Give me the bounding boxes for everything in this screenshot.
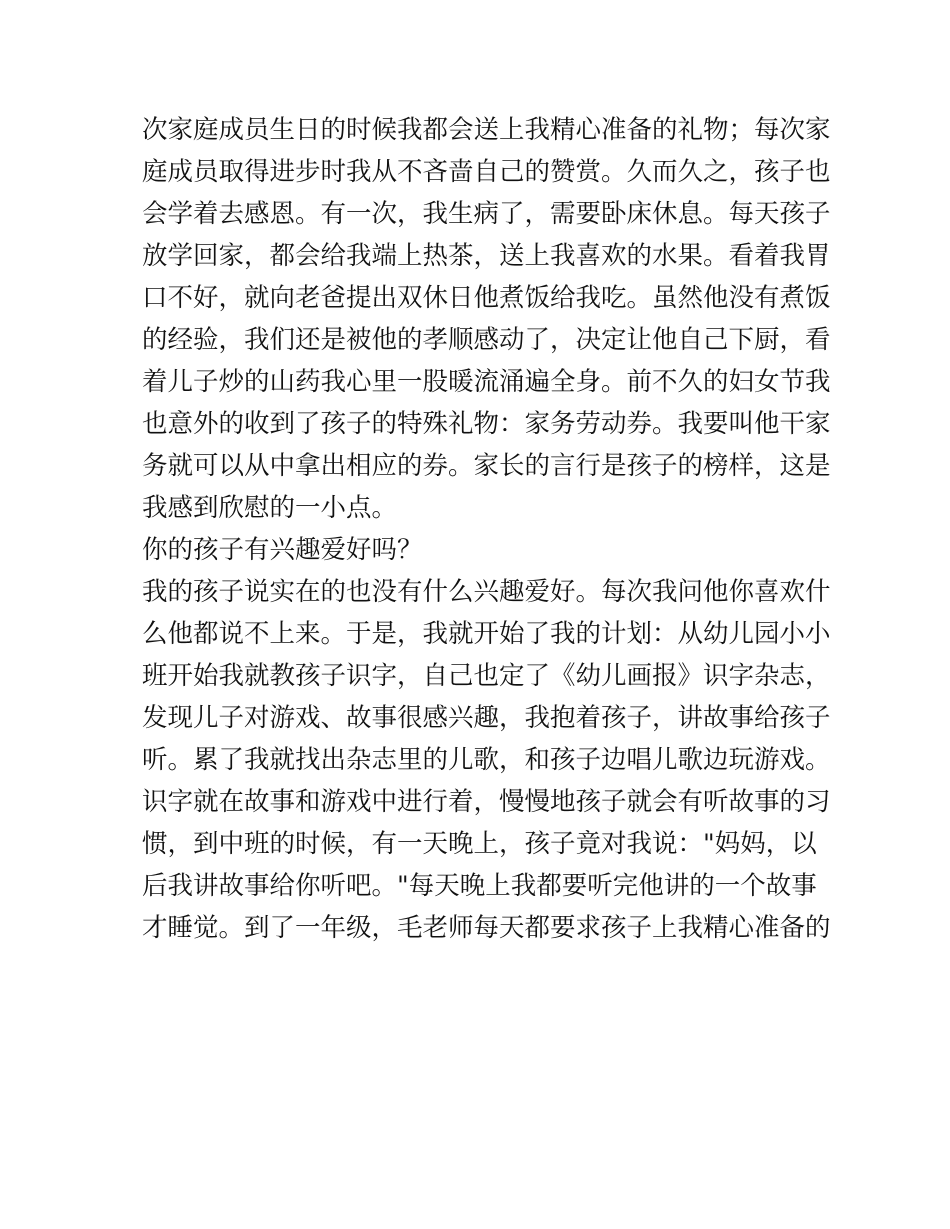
text-line-4: 放学回家，都会给我端上热茶，送上我喜欢的水果。看着我胃 xyxy=(142,241,831,271)
text-line-2: 庭成员取得进步时我从不吝啬自己的赞赏。久而久之，孩子也 xyxy=(142,157,831,187)
text-line-16: 听。累了我就找出杂志里的儿歌，和孩子边唱儿歌边玩游戏。 xyxy=(142,745,831,775)
question-heading: 你的孩子有兴趣爱好吗？ xyxy=(142,535,423,565)
text-line-5: 口不好，就向老爸提出双休日他煮饭给我吃。虽然他没有煮饭 xyxy=(142,283,831,313)
text-line-1: 次家庭成员生日的时候我都会送上我精心准备的礼物；每次家 xyxy=(142,115,831,145)
text-line-13: 么他都说不上来。于是，我就开始了我的计划：从幼儿园小小 xyxy=(142,619,831,649)
text-line-18: 惯，到中班的时候，有一天晚上，孩子竟对我说："妈妈，以 xyxy=(142,829,817,859)
text-line-8: 也意外的收到了孩子的特殊礼物：家务劳动券。我要叫他干家 xyxy=(142,409,831,439)
text-line-19: 后我讲故事给你听吧。"每天晚上我都要听完他讲的一个故事 xyxy=(142,871,817,901)
text-line-10: 我感到欣慰的一小点。 xyxy=(142,493,398,523)
text-line-20: 才睡觉。到了一年级，毛老师每天都要求孩子上我精心准备的 xyxy=(142,913,831,943)
text-line-6: 的经验，我们还是被他的孝顺感动了，决定让他自己下厨，看 xyxy=(142,325,831,355)
body-text xyxy=(142,109,831,949)
text-line-14: 班开始我就教孩子识字，自己也定了《幼儿画报》识字杂志， xyxy=(142,661,831,691)
text-line-15: 发现儿子对游戏、故事很感兴趣，我抱着孩子，讲故事给孩子 xyxy=(142,703,831,733)
text-line-3: 会学着去感恩。有一次，我生病了，需要卧床休息。每天孩子 xyxy=(142,199,831,229)
text-line-12: 我的孩子说实在的也没有什么兴趣爱好。每次我问他你喜欢什 xyxy=(142,577,831,607)
text-line-7: 着儿子炒的山药我心里一股暖流涌遍全身。前不久的妇女节我 xyxy=(142,367,831,397)
text-line-9: 务就可以从中拿出相应的券。家长的言行是孩子的榜样，这是 xyxy=(142,451,831,481)
text-line-17: 识字就在故事和游戏中进行着，慢慢地孩子就会有听故事的习 xyxy=(142,787,831,817)
